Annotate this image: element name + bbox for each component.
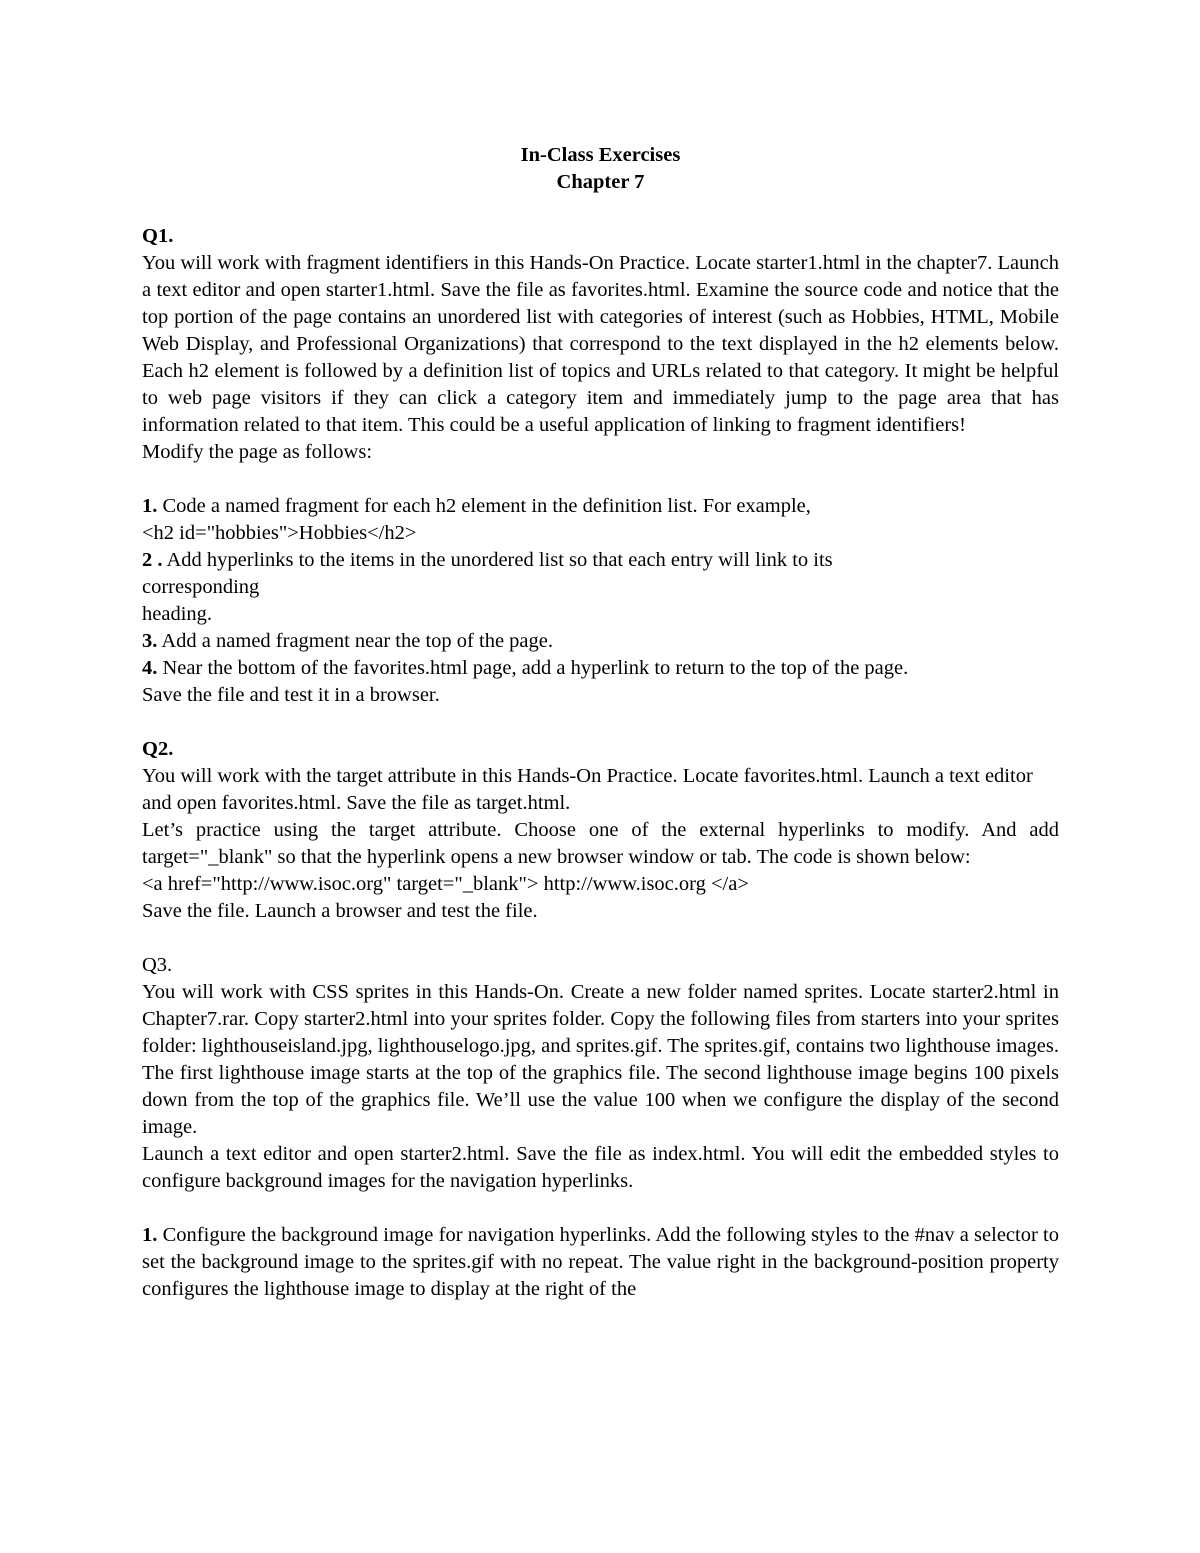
step-text: Add hyperlinks to the items in the unordered list so that each entry will link to its [162, 549, 833, 571]
question-1-step-2-cont-1: corresponding [142, 576, 260, 598]
spacer [142, 709, 1059, 736]
step-number: 1. [142, 1224, 158, 1246]
question-3-launch: Launch a text editor and open starter2.html. Save the file as index.html. You will edit the embedded styles to configure background images for the navigation hyperlinks. [142, 1143, 1059, 1192]
step-number: 2 . [142, 549, 163, 571]
step-number: 4. [142, 657, 158, 679]
question-1-step-2-cont-2: heading. [142, 603, 213, 625]
question-1-step-4 [142, 655, 1059, 682]
spacer [142, 925, 1059, 952]
question-3-intro: You will work with CSS sprites in this Hands-On. Create a new folder named sprites. Locate starter2.html in Chapter7.rar. Copy starter2.html into your sprites folder. Copy the following files from starters into your sprites folder: lighthouseisland.jpg, lighthouselogo.jpg, and sprites.gif. The sprites.gif, contains two lighthouse images. The first lighthouse image starts at the top of the graphics file. The second lighthouse image begins 100 pixels down from the top of the graphics file. We’ll use the value 100 when we configure the display of the second image. [142, 981, 1059, 1138]
question-2-heading: Q2. [142, 738, 174, 760]
question-1-intro: You will work with fragment identifiers in this Hands-On Practice. Locate starter1.html in the chapter7. Launch a text editor and open starter1.html. Save the file as favorites.html. Examine the source code and notice that the top portion of the page contains an unordered list with categories of interest (such as Hobbies, HTML, Mobile Web Display, and Professional Organizations) that correspond to the text displayed in the h2 elements below. Each h2 element is followed by a definition list of topics and URLs related to that category. It might be helpful to web page visitors if they can click a category item and immediately jump to the page area that has information related to that item. This could be a useful application of linking to fragment identifiers! [142, 252, 1059, 436]
step-number: 1. [142, 495, 158, 517]
step-text: Near the bottom of the favorites.html page, add a hyperlink to return to the top of the page. [157, 657, 909, 679]
question-2-line-3: Save the file. Launch a browser and test the file. [142, 900, 538, 922]
question-2-line-1: You will work with the target attribute in this Hands-On Practice. Locate favorites.html. Launch a text editor and open favorites.html. Save the file as target.html. [142, 765, 1033, 814]
question-3-step-1 [142, 1222, 1059, 1303]
question-2 [142, 736, 1059, 925]
question-2-code: <a href="http://www.isoc.org" target="_blank"> http://www.isoc.org </a> [142, 873, 749, 895]
spacer [142, 466, 1059, 493]
step-text: Add a named fragment near the top of the page. [157, 630, 553, 652]
question-1-modify: Modify the page as follows: [142, 441, 373, 463]
document-page [142, 142, 1059, 1303]
step-text: Configure the background image for navigation hyperlinks. Add the following styles to the #nav a selector to set the background image to the sprites.gif with no repeat. The value right in the background-position property configures the lighthouse image to display at the right of the [142, 1224, 1059, 1300]
question-3-heading: Q3. [142, 954, 173, 976]
question-1-step-4-cont: Save the file and test it in a browser. [142, 684, 440, 706]
question-1-step-3 [142, 628, 1059, 655]
question-1-step-1 [142, 493, 1059, 520]
title-line-2: Chapter 7 [556, 171, 645, 193]
question-2-line-2: Let’s practice using the target attribute. Choose one of the external hyperlinks to modify. And add target="_blank" so that the hyperlink opens a new browser window or tab. The code is shown below: [142, 819, 1059, 868]
document-title [142, 142, 1059, 196]
question-1 [142, 223, 1059, 709]
step-text: Code a named fragment for each h2 element in the definition list. For example, [157, 495, 811, 517]
question-1-step-1-code: <h2 id="hobbies">Hobbies</h2> [142, 522, 417, 544]
question-1-step-2 [142, 547, 1059, 574]
spacer [142, 196, 1059, 223]
spacer [142, 1195, 1059, 1222]
title-line-1: In-Class Exercises [520, 144, 681, 166]
question-1-heading: Q1. [142, 225, 174, 247]
question-3 [142, 952, 1059, 1303]
step-number: 3. [142, 630, 158, 652]
